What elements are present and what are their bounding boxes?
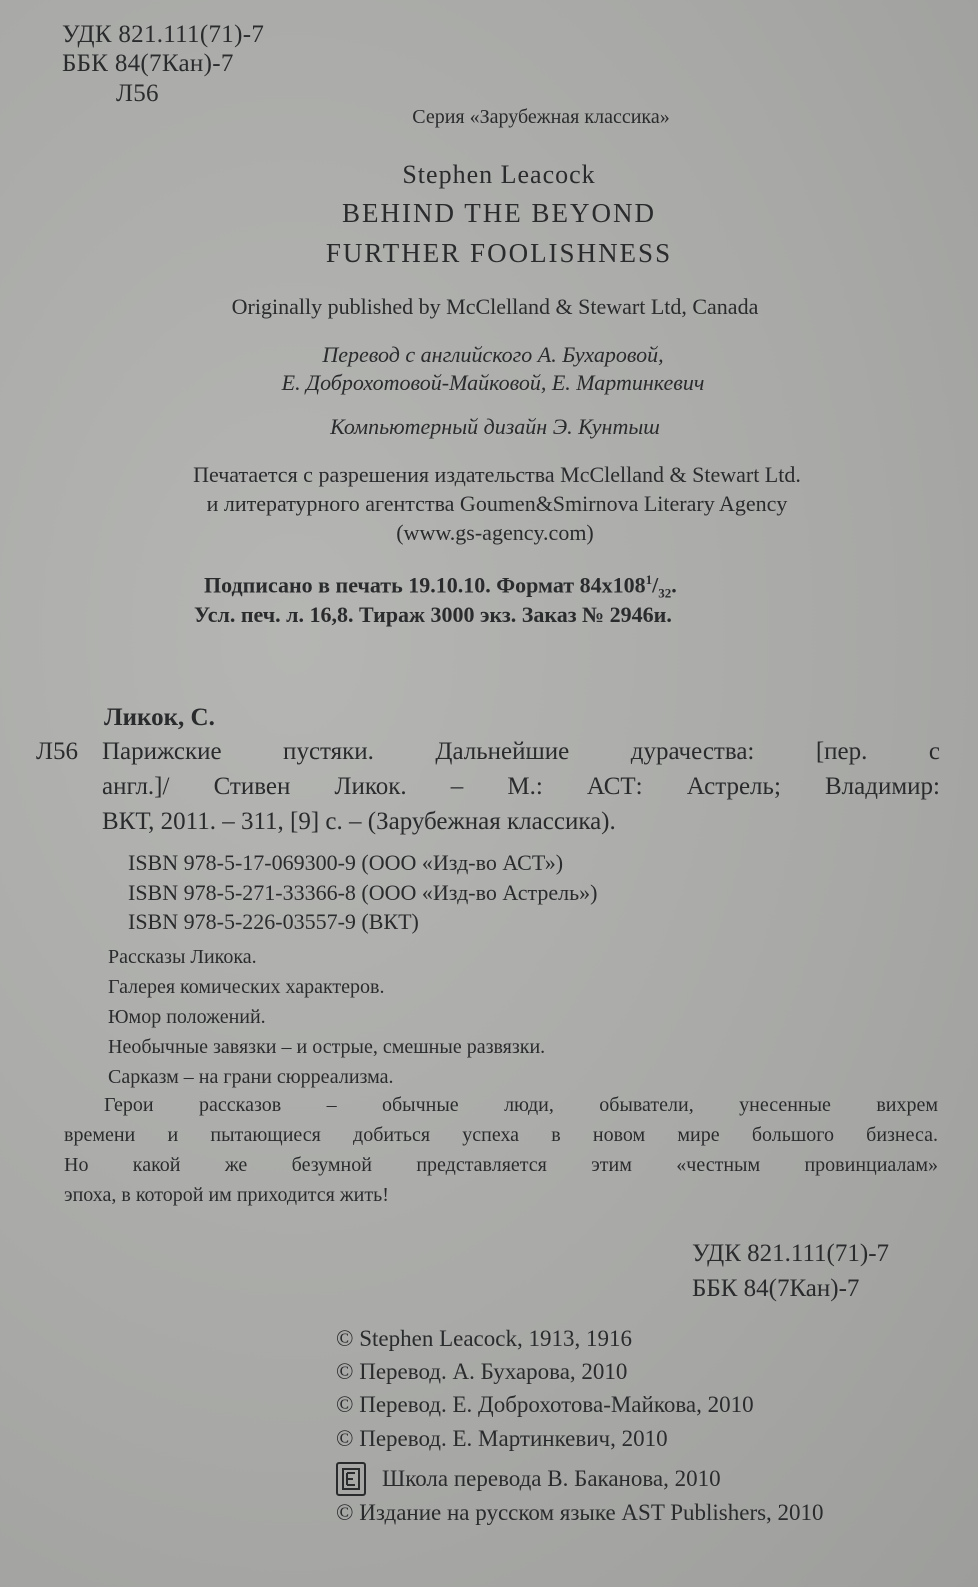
- copyright-line: © Перевод. Е. Мартинкевич, 2010: [336, 1426, 668, 1451]
- signed-text: Подписано в печать 19.10.10. Формат 84x108: [204, 572, 646, 598]
- author-english: Stephen Leacock: [402, 160, 596, 189]
- author-sign-top: Л56: [116, 80, 159, 107]
- isbn-astrel: ISBN 978-5-271-33366-8 (ООО «Изд-во Астрель»): [128, 880, 598, 905]
- annotation-paragraph-line: времени и пытающиеся добиться успеха в новом мире большого бизнеса.: [64, 1124, 938, 1146]
- permission-line-3: (www.gs-agency.com): [396, 520, 594, 545]
- annotation-paragraph-line: Герои рассказов – обычные люди, обыватели, унесенные вихрем: [104, 1094, 938, 1116]
- annotation-paragraph: [64, 1090, 938, 1210]
- translators-line-2: Е. Доброхотовой-Майковой, Е. Мартинкевич: [281, 370, 705, 395]
- bbk-code-bottom: ББК 84(7Кан)-7: [692, 1275, 860, 1302]
- isbn-vkt: ISBN 978-5-226-03557-9 (ВКТ): [128, 909, 419, 934]
- annotation-paragraph-line: эпоха, в которой им приходится жить!: [64, 1184, 389, 1206]
- annotation-line: Галерея комических характеров.: [108, 976, 385, 998]
- format-sub: 32: [658, 585, 672, 601]
- signed-tail: .: [671, 572, 677, 598]
- copyright-line: © Перевод. А. Бухарова, 2010: [336, 1359, 628, 1384]
- annotation-line: Сарказм – на грани сюрреализма.: [108, 1066, 394, 1088]
- translation-school-logo-icon: [336, 1462, 366, 1496]
- print-info: Усл. печ. л. 16,8. Тираж 3000 экз. Заказ № 2946и.: [194, 602, 672, 627]
- signed-to-print: Подписано в печать 19.10.10. Формат $84x108^1/_{32}$.: [204, 572, 677, 601]
- copyright-line: Школа перевода В. Баканова, 2010: [382, 1466, 721, 1491]
- permission-line-1: Печатается с разрешения издательства McClelland & Stewart Ltd.: [193, 462, 801, 487]
- copyright-line: © Издание на русском языке AST Publishers, 2010: [336, 1500, 824, 1525]
- copyright-line: © Stephen Leacock, 1913, 1916: [336, 1326, 632, 1351]
- title-line-2: FURTHER FOOLISHNESS: [325, 238, 673, 268]
- annotation-paragraph-line: Но какой же безумной представляется этим «честным провинциалам»: [64, 1154, 938, 1176]
- copyright-line: © Перевод. Е. Доброхотова-Майкова, 2010: [336, 1392, 754, 1417]
- bottom-codes: [692, 1236, 889, 1306]
- udk-code-top: УДК 821.111(71)-7: [62, 21, 265, 48]
- bib-description: [102, 734, 940, 839]
- bib-line-3: ВКТ, 2011. – 311, [9] с. – (Зарубежная классика).: [102, 808, 616, 835]
- annotation-line: Необычные завязки – и острые, смешные развязки.: [108, 1036, 546, 1058]
- series-name: Серия «Зарубежная классика»: [412, 106, 670, 128]
- annotation-line: Рассказы Ликока.: [108, 946, 257, 968]
- designer-credit: Компьютерный дизайн Э. Кунтыш: [330, 414, 660, 439]
- bib-author: Ликок, С.: [104, 704, 215, 731]
- permission-line-2: и литературного агентства Goumen&Smirnova Literary Agency: [206, 491, 788, 516]
- isbn-ast: ISBN 978-5-17-069300-9 (ООО «Изд-во АСТ»): [128, 850, 564, 875]
- bib-author-sign: Л56: [36, 738, 78, 765]
- format-sup: 1: [645, 572, 653, 587]
- bib-line-2: англ.]/ Стивен Ликок. – М.: АСТ: Астрель; Владимир:: [102, 773, 940, 800]
- bib-line-1: Парижские пустяки. Дальнейшие дурачества: [пер. с: [102, 738, 940, 765]
- translators-line-1: Перевод с английского А. Бухаровой,: [322, 342, 664, 367]
- bbk-code-top: ББК 84(7Кан)-7: [62, 50, 234, 77]
- udk-code-bottom: УДК 821.111(71)-7: [692, 1240, 890, 1267]
- title-line-1: BEHIND THE BEYOND: [342, 198, 656, 228]
- original-publisher: Originally published by McClelland & Stewart Ltd, Canada: [231, 294, 759, 319]
- annotation-line: Юмор положений.: [108, 1006, 266, 1028]
